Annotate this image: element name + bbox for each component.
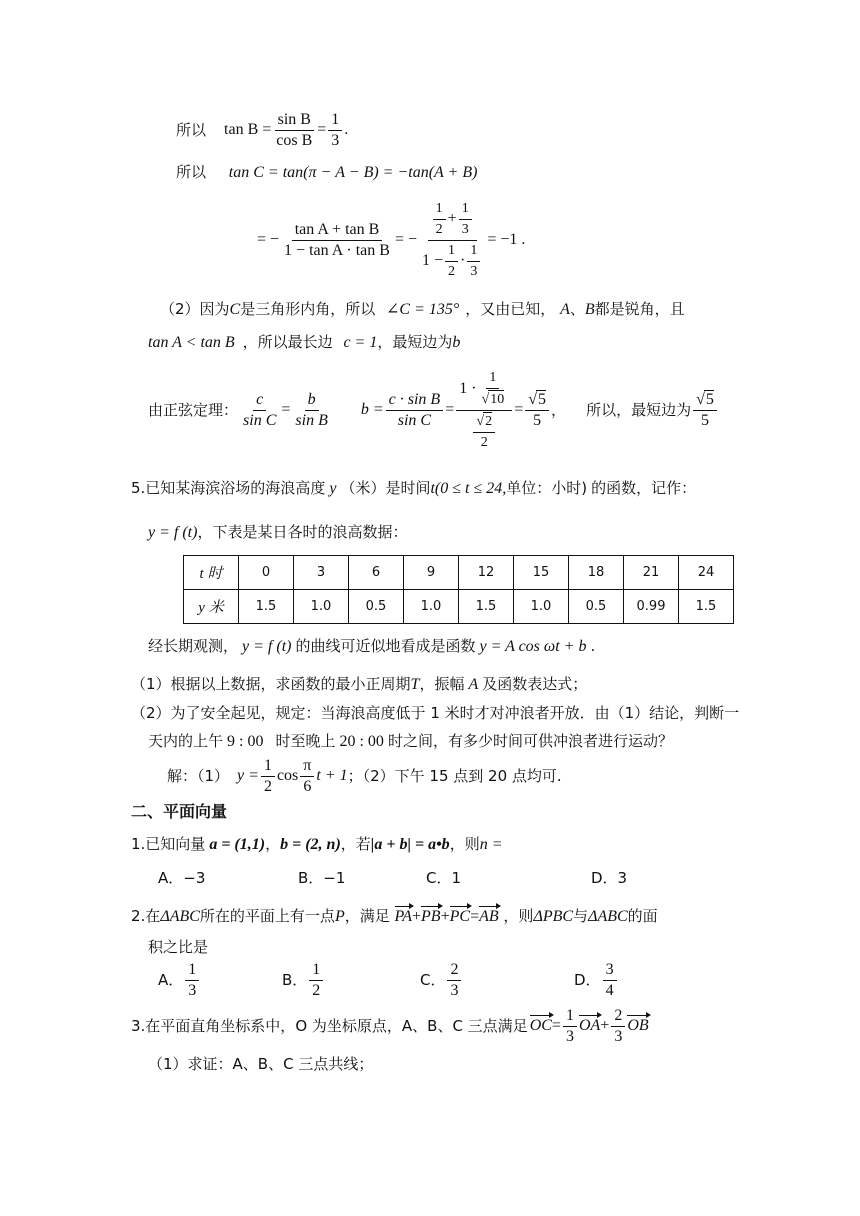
- table-row: [184, 556, 734, 590]
- table-cell: 1.5: [239, 590, 294, 624]
- table-header-y: y 米: [184, 590, 239, 624]
- fraction-numeric: $\frac{1}{2}$ + $\frac{1}{3}$ 1 − $\frac{1}{2}$ · $\frac{1}{3}$: [419, 200, 485, 281]
- option-a: A． $\frac{1}{3}$: [158, 958, 201, 1002]
- table-cell: 0.5: [349, 590, 404, 624]
- table-header-t: t 时: [184, 556, 239, 590]
- option-c: C．1: [426, 869, 462, 887]
- formula-tanC: tan C = tan(π − A − B) = −tan(A + B): [228, 164, 478, 181]
- table-cell: 1.0: [514, 590, 569, 624]
- fraction-one-third: $\frac{1}{3}$: [328, 111, 342, 150]
- vector-question-2-cont: 积之比是: [148, 938, 209, 956]
- vector-question-1: 1.已知向量 a = (1,1)，b = (2, n)，若|a + b| = a•b，则n =: [131, 835, 503, 853]
- table-cell: 6: [349, 556, 404, 590]
- option-b: B．−1: [298, 869, 346, 887]
- wave-height-table: [183, 555, 734, 624]
- answer-line: 解：（1） y = $\frac{1}{2}$ cos $\frac{\pi}{6}$ t + 1 ；（2）下午 15 点到 20 点均可.: [167, 756, 562, 795]
- table-cell: 24: [679, 556, 734, 590]
- table-cell: 15: [514, 556, 569, 590]
- table-cell: 12: [459, 556, 514, 590]
- question-5-part2-line1: （2）为了安全起见，规定：当海浪高度低于 1 米时才对冲浪者开放．由（1）结论，判断一: [131, 704, 740, 722]
- question-5-part1: （1）根据以上数据，求函数的最小正周期T，振幅 A 及函数表达式；: [131, 675, 588, 693]
- fraction-nested-sqrt: 1 · $\frac{1}{√10}$ $\frac{√2}{2}$: [456, 369, 512, 452]
- solution-line-tanC: 所以 tan C = tan(π − A − B) = −tan(A + B): [176, 163, 478, 181]
- table-cell: 1.5: [459, 590, 514, 624]
- table-cell: 3: [294, 556, 349, 590]
- table-cell: 1.0: [294, 590, 349, 624]
- question-5-line2: y = f (t)，下表是某日各时的浪高数据：: [148, 523, 408, 541]
- solution-line-minus-one: = − $\frac{\text{tan A + tan B}}{\text{1 − tan A · tan B}}$ = − $\frac{1}{2}$ + $\frac{1}{3}$ 1 − $\frac{1}{2}$ · $\frac{1}{3}$ = −1 .: [257, 200, 526, 279]
- section-title-vectors: 二、平面向量: [131, 802, 228, 821]
- table-cell: 0.99: [624, 590, 679, 624]
- question-5-part2-line2: 天内的上午 9 : 00 时至晚上 20 : 00 时之间，有多少时间可供冲浪者进行运动？: [148, 732, 673, 750]
- table-cell: 21: [624, 556, 679, 590]
- solution-line-tanB: 所以 tan B = $\frac{\text{sin B}}{\text{cos B}}$ = $\frac{1}{3}$ .: [176, 110, 349, 149]
- question-5-line3: 经长期观测， y = f (t) 的曲线可近似地看成是函数 y = A cos ωt + b .: [148, 637, 596, 655]
- vector-question-2-options: [158, 958, 758, 1002]
- table-cell: 0.5: [569, 590, 624, 624]
- vector-question-2: 2.在ΔABC所在的平面上有一点P，满足 PA+PB+PC=AB ，则ΔPBC与ΔABC的面: [131, 907, 658, 925]
- table-cell: 1.5: [679, 590, 734, 624]
- solution-part2-line1: （2）因为C是三角形内角，所以 ∠C = 135° ，又由已知， A、B都是锐角，且: [160, 300, 685, 318]
- table-cell: 18: [569, 556, 624, 590]
- table-row: [184, 590, 734, 624]
- option-a: A．−3: [158, 869, 206, 887]
- vector-question-3: 3.在平面直角坐标系中，O 为坐标原点，A、B、C 三点满足 OC = $\frac{1}{3}$ OA + $\frac{2}{3}$ OB: [131, 1006, 649, 1045]
- formula-prefix: tan B =: [224, 121, 272, 138]
- solution-part2-line2: tan A < tan B ，所以最长边 c = 1，最短边为b: [148, 333, 461, 351]
- label-suoyi: 所以: [176, 121, 207, 139]
- option-b: B． $\frac{1}{2}$: [282, 958, 325, 1002]
- question-5-line1: 5.已知某海滨浴场的海浪高度 y （米）是时间t(0 ≤ t ≤ 24,单位：小时) 的函数，记作：: [131, 479, 697, 497]
- solution-sine-law: 由正弦定理： $\frac{c}{\text{sin C}}$ = $\frac{b}{\text{sin B}}$ b = $\frac{\text{c · sin B}}{\text{sin C}}$ = 1 · $\frac{1}{√10}$ $\frac{√2}{2}$ = $\frac{√5}{5}$ ， 所以，最短边为 $\frac{√5}{5}$: [148, 360, 719, 460]
- option-d: D．3: [591, 869, 628, 887]
- table-cell: 9: [404, 556, 459, 590]
- table-cell: 0: [239, 556, 294, 590]
- option-c: C． $\frac{2}{3}$: [420, 958, 463, 1002]
- vector-question-3-part1: （1）求证：A、B、C 三点共线；: [148, 1055, 374, 1073]
- fraction-tan-sum: $\frac{\text{tan A + tan B}}{\text{1 − tan A · tan B}}$: [284, 220, 390, 259]
- fraction-sinB-cosB: $\frac{\text{sin B}}{\text{cos B}}$: [276, 110, 313, 149]
- option-d: D． $\frac{3}{4}$: [574, 958, 619, 1002]
- table-cell: 1.0: [404, 590, 459, 624]
